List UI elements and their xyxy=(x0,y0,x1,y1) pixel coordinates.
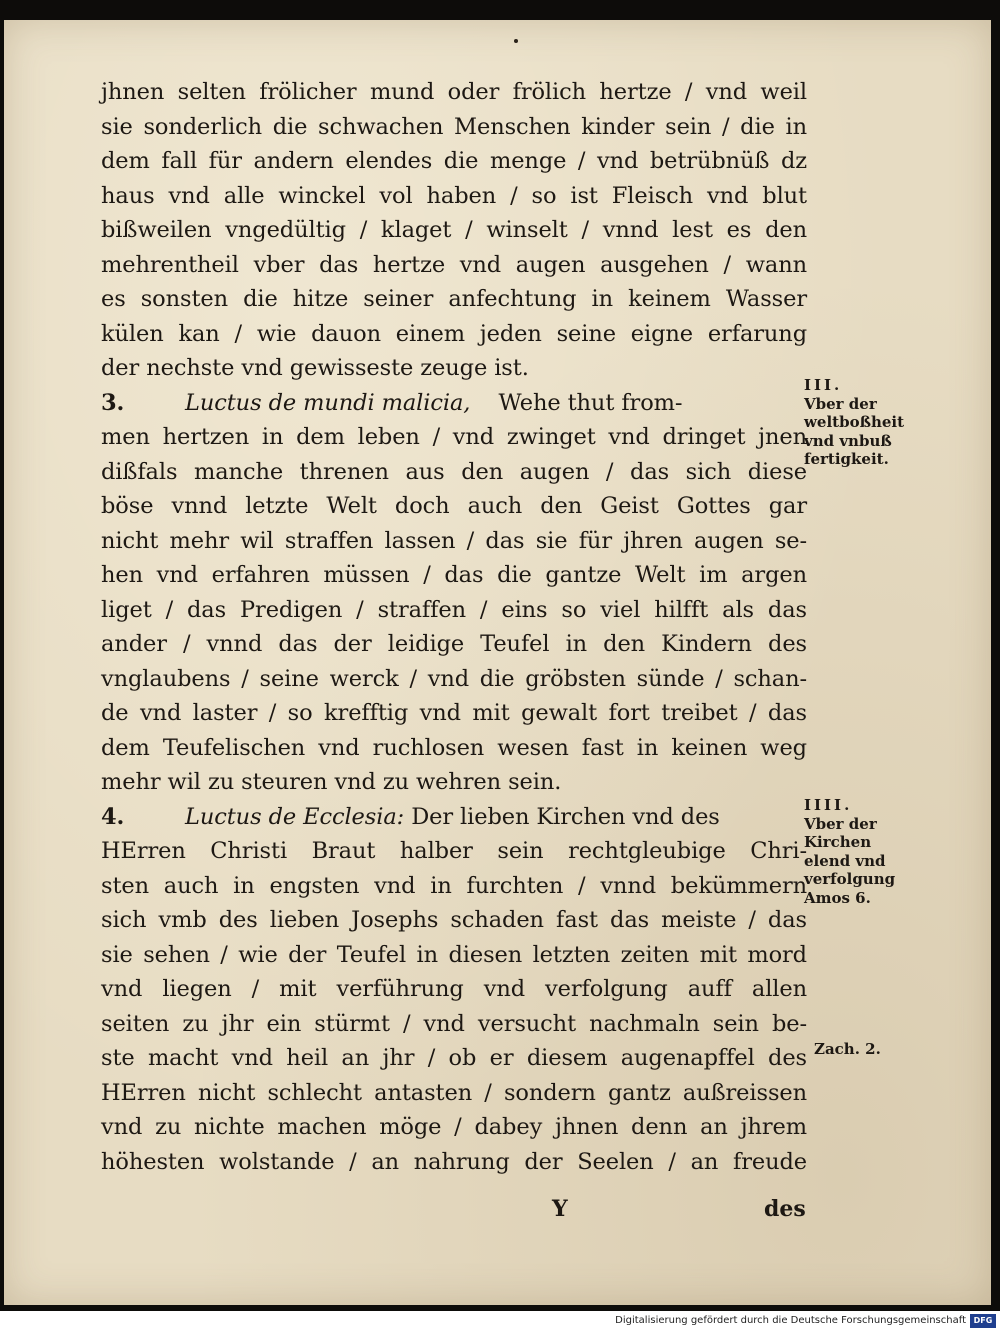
margin-note-line: elend vnd xyxy=(804,851,886,870)
section-3-heading-line xyxy=(101,386,807,421)
margin-note-line: Kirchen xyxy=(804,833,872,851)
margin-note-line: Amos 6. xyxy=(804,888,871,907)
text-line: de vnd laster / so krefftig vnd mit gewalt fort treibet / das xyxy=(101,700,807,726)
footer-bar xyxy=(0,1311,1000,1332)
body-text xyxy=(101,75,807,1179)
text-line: höhesten wolstande / an nahrung der Seelen / an freude xyxy=(101,1148,807,1175)
book-page xyxy=(4,20,991,1305)
text-line: liget / das Predigen / straffen / eins so viel hilfft als das xyxy=(101,596,807,623)
text-line: külen kan / wie dauon einem jeden seine eigne erfarung xyxy=(101,320,807,347)
margin-note-line: Vber der xyxy=(804,814,877,833)
ink-speck xyxy=(514,39,518,43)
margin-note-line: fertigkeit. xyxy=(804,450,889,468)
text-line: men hertzen in dem leben / vnd zwinget vnd dringet jnen xyxy=(101,424,807,450)
margin-note-roman: III. xyxy=(804,376,843,394)
section-number: 3. xyxy=(101,389,125,416)
margin-note-3 xyxy=(804,376,904,469)
text-line: böse vnnd letzte Welt doch auch den Geist Gottes gar xyxy=(101,493,807,519)
text-line: ander / vnnd das der leidige Teufel in den Kindern des xyxy=(101,631,807,657)
margin-note-line: weltboßheit xyxy=(804,413,905,431)
text-line: es sonsten die hitze seiner anfechtung in keinem Wasser xyxy=(101,286,807,312)
text-line: vnglaubens / seine werck / vnd die gröbsten sünde / schan- xyxy=(101,665,807,692)
text-line: vnd zu nichte machen möge / dabey jhnen denn an jhrem xyxy=(101,1114,807,1140)
latin-heading: Luctus de Ecclesia: xyxy=(185,803,405,830)
text-line: sie sonderlich die schwachen Menschen kinder sein / die in xyxy=(101,113,807,140)
text-line: sten auch in engsten vnd in furchten / vnnd bekümmern xyxy=(101,872,807,899)
catchword: des xyxy=(764,1196,806,1222)
section-4-heading-line xyxy=(101,800,807,835)
text-line: sie sehen / wie der Teufel in diesen letzten zeiten mit mord xyxy=(101,941,807,968)
text-fragment: Wehe thut from- xyxy=(498,389,683,416)
text-line: HErren nicht schlecht antasten / sondern gantz außreissen xyxy=(101,1079,807,1106)
text-line: dißfals manche threnen aus den augen / das sich diese xyxy=(101,458,807,485)
latin-heading: Luctus de mundi malicia, xyxy=(185,389,471,416)
text-line: vnd liegen / mit verführung vnd verfolgung auff allen xyxy=(101,976,807,1002)
text-line: HErren Christi Braut halber sein rechtgleubige Chri- xyxy=(101,838,807,864)
text-line: hen vnd erfahren müssen / das die gantze Welt im argen xyxy=(101,562,807,588)
text-fragment: Der lieben Kirchen vnd des xyxy=(411,803,720,830)
margin-note-roman: IIII. xyxy=(804,796,853,814)
margin-note-line: verfolgung xyxy=(804,870,896,888)
section-number: 4. xyxy=(101,803,125,830)
text-line: seiten zu jhr ein stürmt / vnd versucht nachmaln sein be- xyxy=(101,1010,807,1037)
margin-note-line: Vber der xyxy=(804,394,877,413)
text-line: bißweilen vngedültig / klaget / winselt / vnnd lest es den xyxy=(101,217,807,243)
dfg-logo-icon: DFG xyxy=(970,1314,996,1328)
margin-note-4 xyxy=(804,796,895,907)
text-line: sich vmb des lieben Josephs schaden fast das meiste / das xyxy=(101,907,807,933)
text-line: jhnen selten frölicher mund oder frölich hertze / vnd weil xyxy=(101,79,807,105)
text-line: mehr wil zu steuren vnd zu wehren sein. xyxy=(101,769,562,795)
signature-mark: Y xyxy=(552,1196,568,1222)
text-line: dem fall für andern elendes die menge / vnd betrübnüß dz xyxy=(101,148,807,174)
text-line: haus vnd alle winckel vol haben / so ist Fleisch vnd blut xyxy=(101,182,807,209)
text-line: mehrentheil vber das hertze vnd augen ausgehen / wann xyxy=(101,251,807,278)
margin-note-line: vnd vnbuß xyxy=(804,431,892,450)
margin-note-zach: Zach. 2. xyxy=(814,1040,881,1058)
footer-credit: Digitalisierung gefördert durch die Deutsche Forschungsgemeinschaft xyxy=(615,1315,966,1326)
text-line: dem Teufelischen vnd ruchlosen wesen fast in keinen weg xyxy=(101,734,807,761)
text-line: der nechste vnd gewisseste zeuge ist. xyxy=(101,355,529,381)
text-line: nicht mehr wil straffen lassen / das sie für jhren augen se- xyxy=(101,527,807,554)
text-line: ste macht vnd heil an jhr / ob er diesem augenapffel des xyxy=(101,1045,807,1071)
